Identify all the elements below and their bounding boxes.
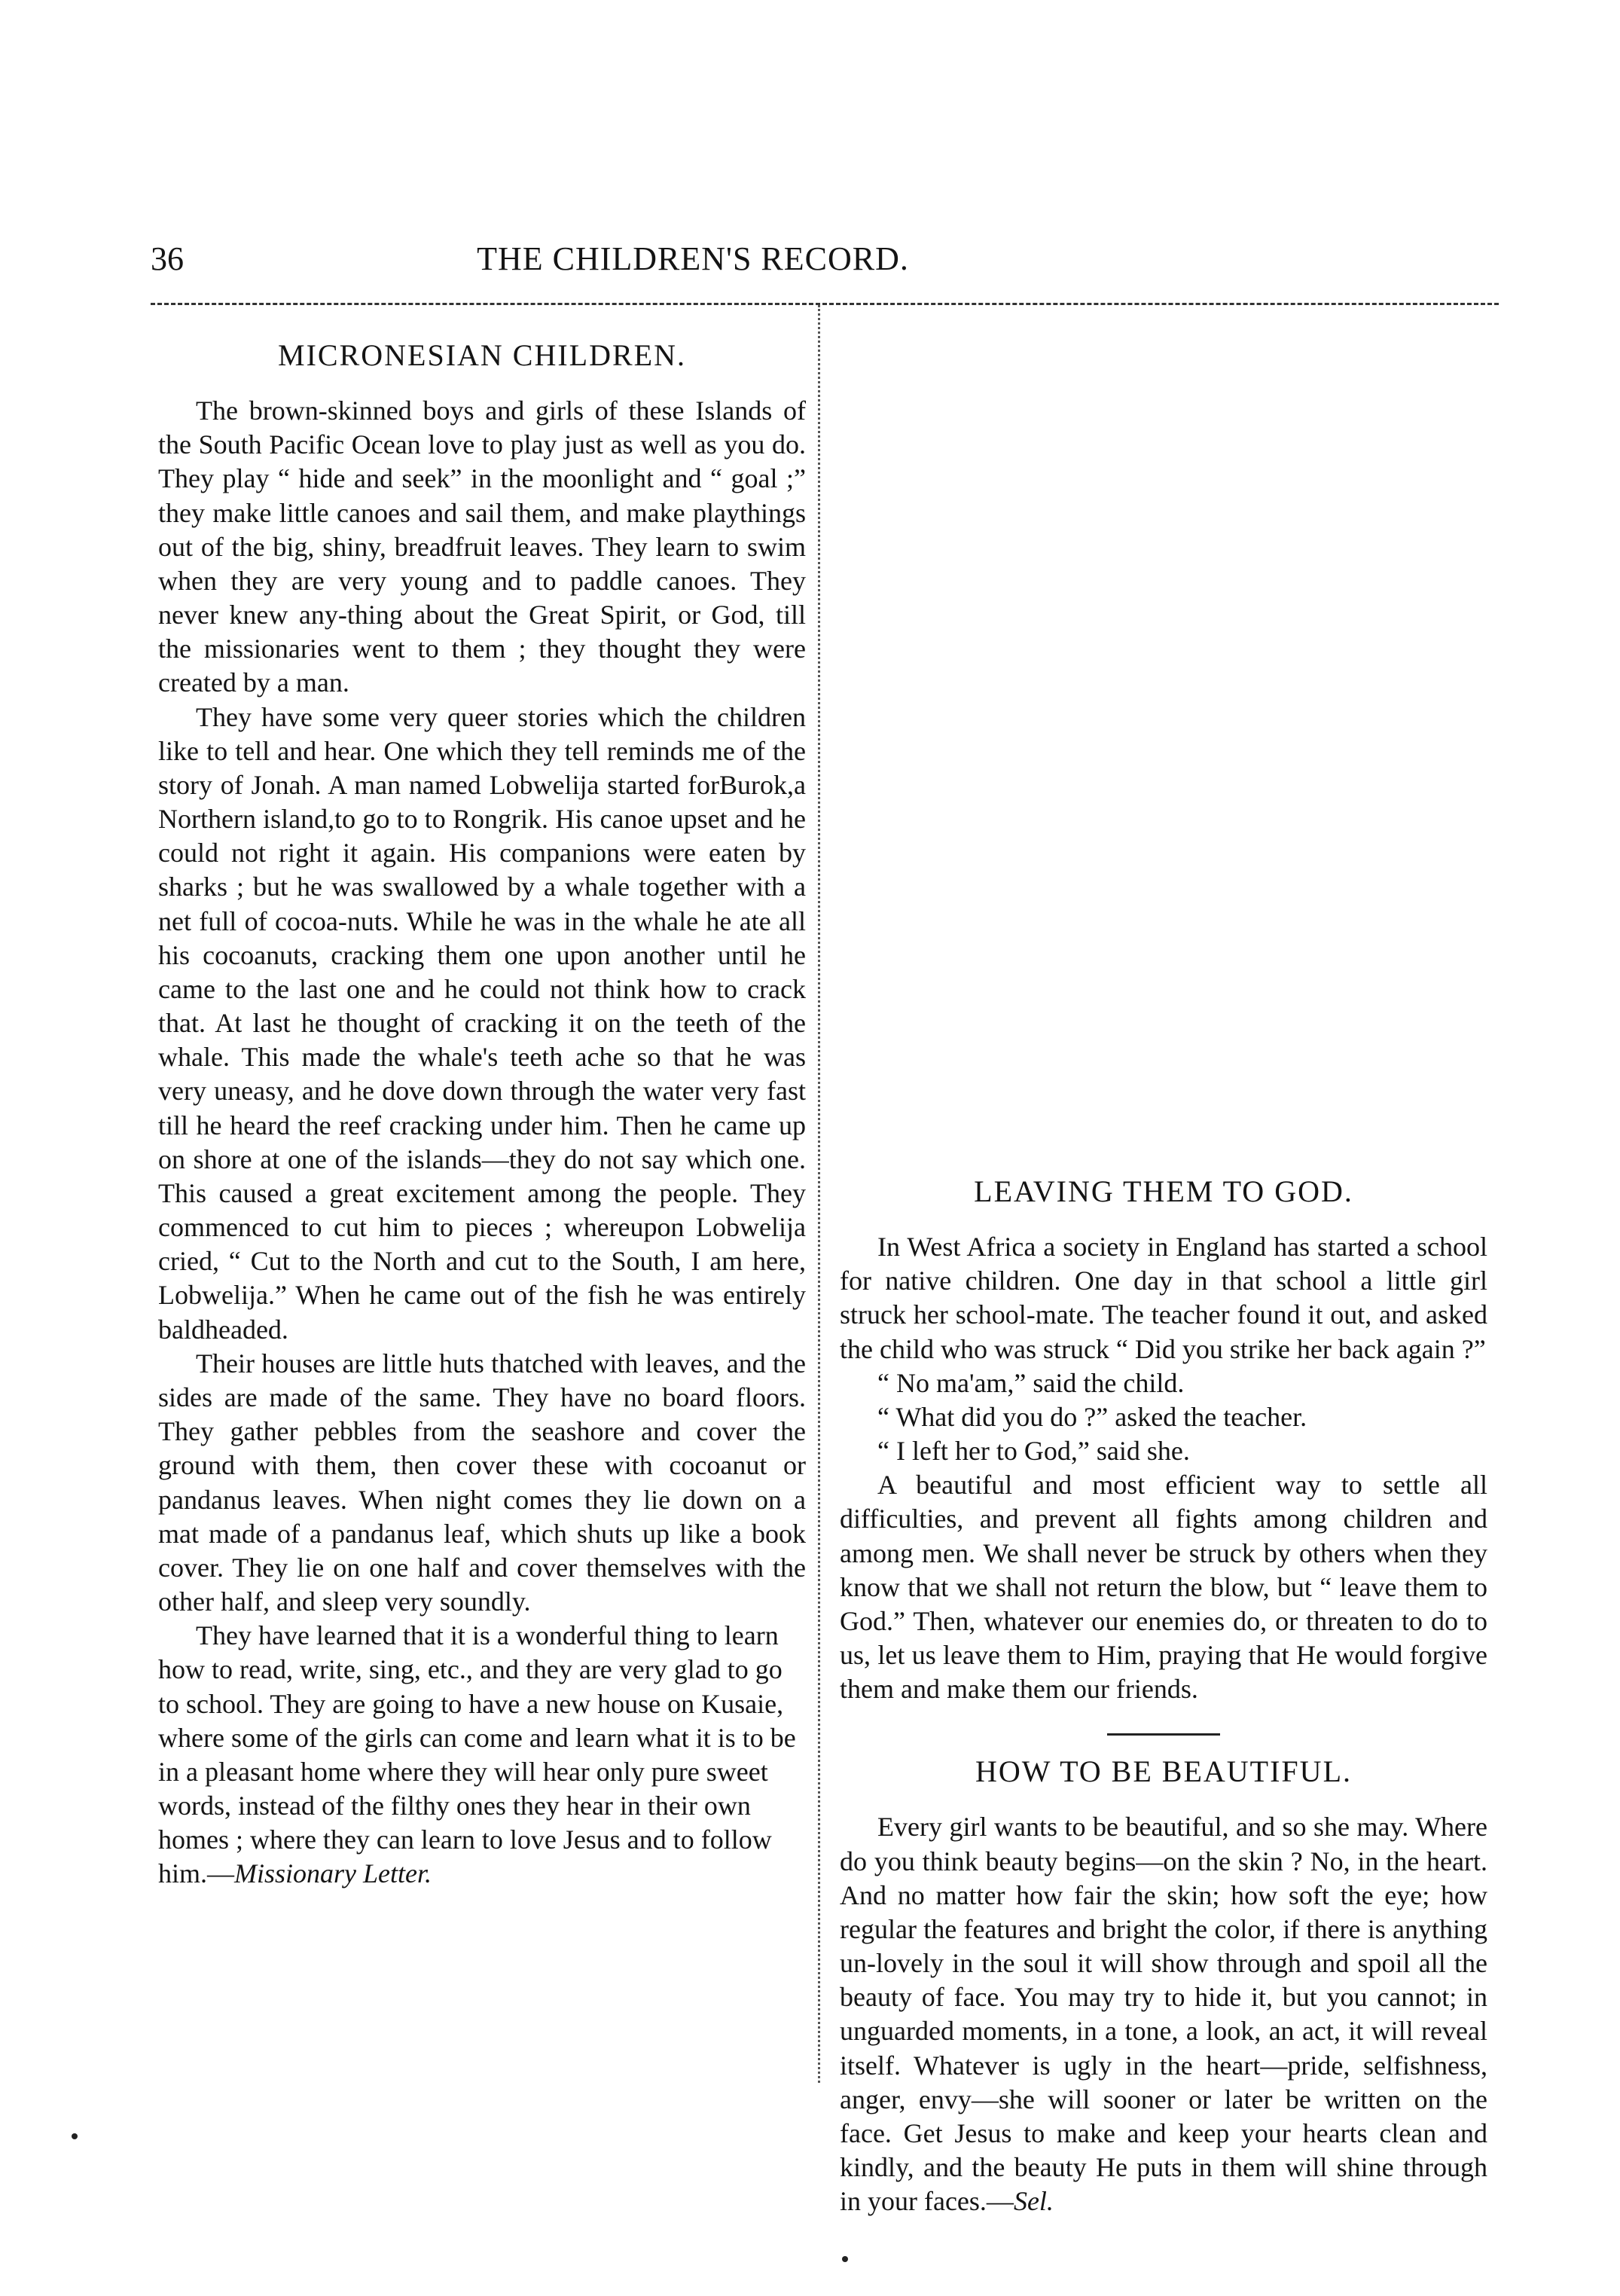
- paragraph-text: Every girl wants to be beautiful, and so she may. Where do you think beauty begins—on the skin ? No, in the heart. And no matter how fair the skin; how soft the eye; how regular the features and bright the color, if there is anything un-lovely in the soul it will show through and spoil all the beauty of face. You may try to hide it, but you cannot; in unguarded moments, in a tone, a look, an act, it will reveal itself. Whatever is ugly in the heart—pride, selfishness, anger, envy—she will sooner or later be written on the face. Get Jesus to make and keep your hearts clean and kindly, and the beauty He puts in them will shine through in your faces.—: [840, 1812, 1487, 2217]
- paragraph: The brown-skinned boys and girls of these Islands of the South Pacific Ocean love to play just as well as you do. They play “ hide and seek” in the moonlight and “ goal ;” they make little canoes and sail them, and make playthings out of the big, shiny, breadfruit leaves. They learn to swim when they are very young and to paddle canoes. They never knew any-thing about the Great Spirit, or God, till the missionaries went to them ; they thought they were created by a man.: [158, 395, 806, 698]
- paragraph: [158, 1619, 806, 1891]
- section-separator: [1107, 1733, 1220, 1736]
- column-divider: [818, 305, 820, 2083]
- paragraph: Their houses are little huts thatched with leaves, and the sides are made of the same. They have no board floors. They gather pebbles from the seashore and cover the ground with them, then cover these with cocoanut or pandanus leaves. When night comes they lie down on a mat made of a pandanus leaf, which shuts up like a book cover. They lie on one half and cover themselves with the other half, and sleep very soundly.: [158, 1348, 806, 1617]
- paragraph: In West Africa a society in England has started a school for native children. One day in that school a little girl struck her school-mate. The teacher found it out, and asked the child who was struck “ Did you strike her back again ?”: [840, 1232, 1487, 1364]
- paragraph: [840, 1810, 1487, 2218]
- paragraph: “ I left her to God,” said she.: [877, 1436, 1190, 1467]
- article-micronesian-children: [158, 337, 806, 1891]
- ink-speck: [72, 2133, 78, 2139]
- page-number: 36: [151, 240, 184, 277]
- header-rule: [151, 303, 1499, 305]
- paragraph: “ No ma'am,” said the child.: [877, 1367, 1185, 1398]
- running-title: THE CHILDREN'S RECORD.: [477, 240, 909, 277]
- page-header: [151, 240, 1499, 285]
- article-leaving-them-to-god: [840, 1174, 1487, 1706]
- paragraph-text: They have learned that it is a wonderful thing to learn how to read, write, sing, etc., and they are very glad to go to school. They are going to have a new house on Kusaie, where some of the girls can come and learn what it is to be in a pleasant home where they will hear only pure sweet words, instead of the filthy ones they hear in their own homes ; where they can learn to love Jesus and to follow him.—: [158, 1620, 796, 1889]
- article-how-to-be-beautiful: [840, 1754, 1487, 2218]
- left-column: [158, 324, 806, 1891]
- article-title: MICRONESIAN CHILDREN.: [278, 338, 686, 372]
- paragraph: “ What did you do ?” asked the teacher.: [877, 1401, 1307, 1432]
- paragraph: They have some very queer stories which the children like to tell and hear. One which they tell reminds me of the story of Jonah. A man named Lobwelija started forBurok,a Northern island,to go to to Rongrik. His canoe upset and he could not right it again. His companions were eaten by sharks ; but he was swallowed by a whale together with a net full of cocoa-nuts. While he was in the whale he ate all his cocoanuts, cracking them one upon another until he came to the last one and he could not think how to crack that. At last he thought of cracking it on the teeth of the whale. This made the whale's teeth ache so that he was very uneasy, and he dove down through the water very fast till he heard the reef cracking under him. Then he came up on shore at one of the islands—they do not say which one. This caused a great excitement among the people. They commenced to cut him to pieces ; whereupon Lobwelija cried, “ Cut to the North and cut to the South, I am here, Lobwelija.” When he came out of the fish he was entirely baldheaded.: [158, 701, 806, 1345]
- signature: Sel.: [1013, 2186, 1054, 2217]
- paragraph: A beautiful and most efficient way to settle all difficulties, and prevent all fights among children and among men. We shall never be struck by others when they know that we shall not return the blow, but “ leave them to God.” Then, whatever our enemies do, or threaten to do to us, let us leave them to Him, praying that He would forgive them and make them our friends.: [840, 1470, 1487, 1705]
- signature: Missionary Letter.: [234, 1858, 432, 1889]
- right-column: [840, 1160, 1487, 2218]
- article-title: LEAVING THEM TO GOD.: [974, 1174, 1353, 1208]
- ink-speck: [842, 2256, 848, 2262]
- article-title: HOW TO BE BEAUTIFUL.: [975, 1754, 1352, 1789]
